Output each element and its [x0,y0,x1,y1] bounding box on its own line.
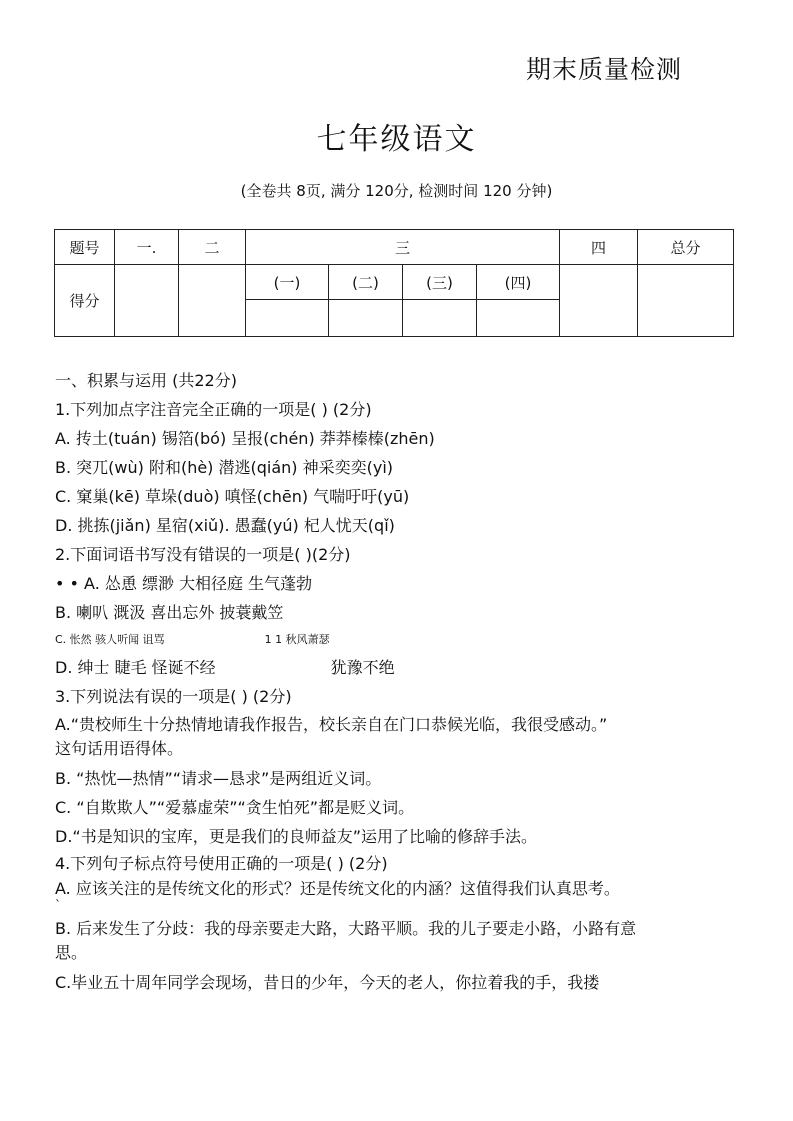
question-stem: 2.下面词语书写没有错误的一项是( )(2分) [55,545,351,564]
score-cell: 总分 [638,230,734,265]
option-text: 这句话用语得体。 [55,739,184,758]
option-line: A. 应该关注的是传统文化的形式？还是传统文化的内涵？这值得我们认真思考。 [55,879,620,898]
score-header-row [55,230,734,265]
option-line: C. “自欺欺人”“爱慕虚荣”“贪生怕死”都是贬义词。 [55,798,415,817]
section-heading: 一、积累与运用 (共22分) [55,371,237,390]
question-stem: 4.下列句子标点符号使用正确的一项是( ) (2分) [55,854,388,873]
option-line [55,711,755,764]
score-cell: 三 [246,230,560,265]
question-body [55,366,755,997]
score-table [54,229,734,337]
option-line [55,653,755,682]
option-line: • • A. 怂恿 缥渺 大相径庭 生气蓬勃 [55,574,313,593]
option-text: 1 1 秋风萧瑟 [264,633,330,646]
score-cell [477,300,560,337]
option-line [55,627,755,653]
question-stem: 3.下列说法有误的一项是( ) (2分) [55,687,292,706]
option-text: 思。 [55,943,88,962]
score-row [55,265,734,300]
score-cell [246,300,329,337]
score-cell: (四) [477,265,560,300]
option-text: A.“贵校师生十分热情地请我作报告，校长亲自在门口恭候光临，我很受感动。” [55,715,608,734]
option-line: C. 窠巢(kē) 草垛(duò) 嗔怪(chēn) 气喘吁吁(yū) [55,487,410,506]
question-stem: 1.下列加点字注音完全正确的一项是( ) (2分) [55,400,372,419]
score-cell [179,265,246,337]
score-cell [329,300,403,337]
score-cell [403,300,477,337]
option-text: D. 绅士 睫毛 怪诞不经 [55,658,216,677]
option-line: D.“书是知识的宝库，更是我们的良师益友”运用了比喻的修辞手法。 [55,827,537,846]
option-text: B. 后来发生了分歧：我的母亲要走大路，大路平顺。我的儿子要走小路，小路有意 [55,919,637,938]
option-text: C. 怅然 骇人听闻 诅骂 [55,633,165,646]
score-cell: 四 [560,230,638,265]
score-cell [638,265,734,337]
option-line: B. “热忱—热情”“请求—恳求”是两组近义词。 [55,769,382,788]
score-cell: (一) [246,265,329,300]
option-text: 犹豫不绝 [330,658,395,677]
option-line: C.毕业五十周年同学会现场，昔日的少年，今天的老人，你拉着我的手，我搂 [55,973,600,992]
score-cell: 一. [115,230,179,265]
option-line: B. 喇叭 溉汲 喜出忘外 披蓑戴笠 [55,603,284,622]
option-line: A. 抟土(tuán) 锡箔(bó) 呈报(chén) 莽莽榛榛(zhēn) [55,429,435,448]
score-cell: 题号 [55,230,115,265]
score-cell: 得分 [55,265,115,337]
option-line: B. 突兀(wù) 附和(hè) 潜逃(qián) 神采奕奕(yì) [55,458,394,477]
exam-info: (全卷共 8页, 满分 120分, 检测时间 120 分钟) [240,182,553,200]
option-line: D. 挑拣(jiǎn) 星宿(xiǔ). 愚蠢(yú) 杞人忧天(qǐ) [55,516,395,535]
score-cell: (二) [329,265,403,300]
exam-type-title: 期末质量检测 [526,55,683,84]
score-cell [560,265,638,337]
stray-mark: ` [55,898,61,912]
score-cell: 二 [179,230,246,265]
score-cell: (三) [403,265,477,300]
option-line [55,909,755,968]
score-cell [115,265,179,337]
page-title: 七年级语文 [316,122,477,157]
